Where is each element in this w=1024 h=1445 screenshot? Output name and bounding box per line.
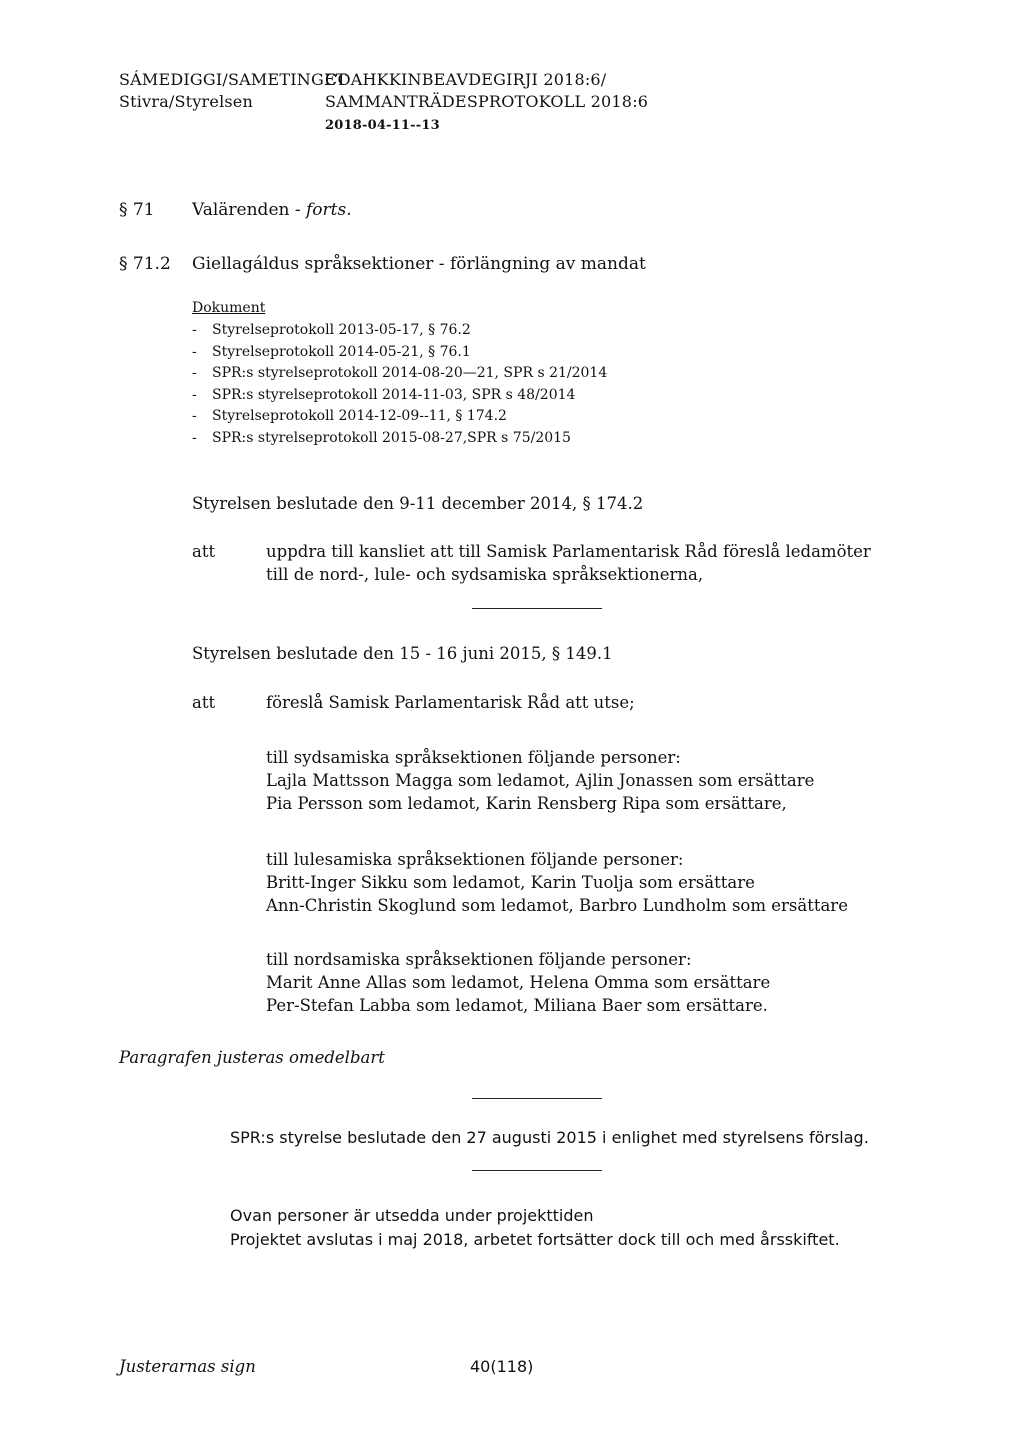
north-sami-section <box>266 948 770 1017</box>
list-item: - SPR:s styrelseprotokoll 2014-11-03, SPR s 48/2014 <box>192 386 576 403</box>
list-item: Pia Persson som ledamot, Karin Rensberg Ripa som ersättare, <box>266 794 787 813</box>
protocol-title-sami: COAHKKINBEAVDEGIRJI 2018:6/ <box>325 70 607 89</box>
org-subtitle: Stivra/Styrelsen <box>119 92 253 111</box>
note-line-1: Ovan personer är utsedda under projekttiden <box>230 1206 594 1225</box>
paragraph-adjusted-note: Paragrafen justeras omedelbart <box>119 1048 385 1067</box>
list-item: Britt-Inger Sikku som ledamot, Karin Tuolja som ersättare <box>266 873 755 892</box>
list-item: - SPR:s styrelseprotokoll 2015-08-27,SPR s 75/2015 <box>192 429 571 446</box>
section-71-title-main: Valärenden - <box>192 200 307 220</box>
decision-1-line-2: till de nord-, lule- och sydsamiska språksektionerna, <box>266 565 704 584</box>
list-item: - SPR:s styrelseprotokoll 2014-08-20—21, SPR s 21/2014 <box>192 365 608 381</box>
divider <box>472 608 602 609</box>
divider <box>472 1098 602 1099</box>
protocol-title-swedish: SAMMANTRÄDESPROTOKOLL 2018:6 <box>325 92 649 111</box>
list-item: - Styrelseprotokoll 2014-12-09--11, § 174.2 <box>192 408 507 424</box>
page-number: 40(118) <box>470 1357 534 1376</box>
lule-sami-section <box>266 848 848 917</box>
list-item: - Styrelseprotokoll 2013-05-17, § 76.2 <box>192 322 471 338</box>
note-line-2: Projektet avslutas i maj 2018, arbetet fortsätter dock till och med årsskiftet. <box>230 1230 840 1249</box>
decision-1-att: att <box>192 542 216 561</box>
decision-1-intro: Styrelsen beslutade den 9-11 december 2014, § 174.2 <box>192 494 644 513</box>
documents-list <box>192 320 607 449</box>
divider <box>472 1170 602 1171</box>
south-sami-heading: till sydsamiska språksektionen följande personer: <box>266 748 681 767</box>
decision-2-att: att <box>192 693 216 712</box>
decision-2-intro: Styrelsen beslutade den 15 - 16 juni 2015, § 149.1 <box>192 644 613 663</box>
lule-sami-heading: till lulesamiska språksektionen följande personer: <box>266 850 684 869</box>
decision-2-line-1: föreslå Samisk Parlamentarisk Råd att utse; <box>266 693 635 712</box>
protocol-date: 2018-04-11--13 <box>325 118 440 133</box>
list-item: Per-Stefan Labba som ledamot, Miliana Baer som ersättare. <box>266 996 768 1015</box>
signature-label: Justerarnas sign <box>119 1357 256 1376</box>
south-sami-section <box>266 746 814 815</box>
section-71-number: § 71 <box>119 200 155 220</box>
list-item: Lajla Mattsson Magga som ledamot, Ajlin Jonassen som ersättare <box>266 771 815 790</box>
section-71-2-number: § 71.2 <box>119 254 171 274</box>
org-name: SÁMEDIGGI/SAMETINGET <box>119 70 347 89</box>
list-item: Ann-Christin Skoglund som ledamot, Barbro Lundholm som ersättare <box>266 896 848 915</box>
list-item: Marit Anne Allas som ledamot, Helena Omma som ersättare <box>266 973 771 992</box>
section-71-2-title: Giellagáldus språksektioner - förlängning av mandat <box>192 254 646 274</box>
north-sami-heading: till nordsamiska språksektionen följande personer: <box>266 950 692 969</box>
section-71-title <box>192 200 352 220</box>
section-71-title-forts: forts. <box>306 200 352 220</box>
list-item: - Styrelseprotokoll 2014-05-21, § 76.1 <box>192 343 471 360</box>
spr-decision: SPR:s styrelse beslutade den 27 augusti 2015 i enlighet med styrelsens förslag. <box>230 1128 869 1147</box>
documents-heading: Dokument <box>192 300 266 316</box>
decision-1-line-1: uppdra till kansliet att till Samisk Parlamentarisk Råd föreslå ledamöter <box>266 542 871 561</box>
